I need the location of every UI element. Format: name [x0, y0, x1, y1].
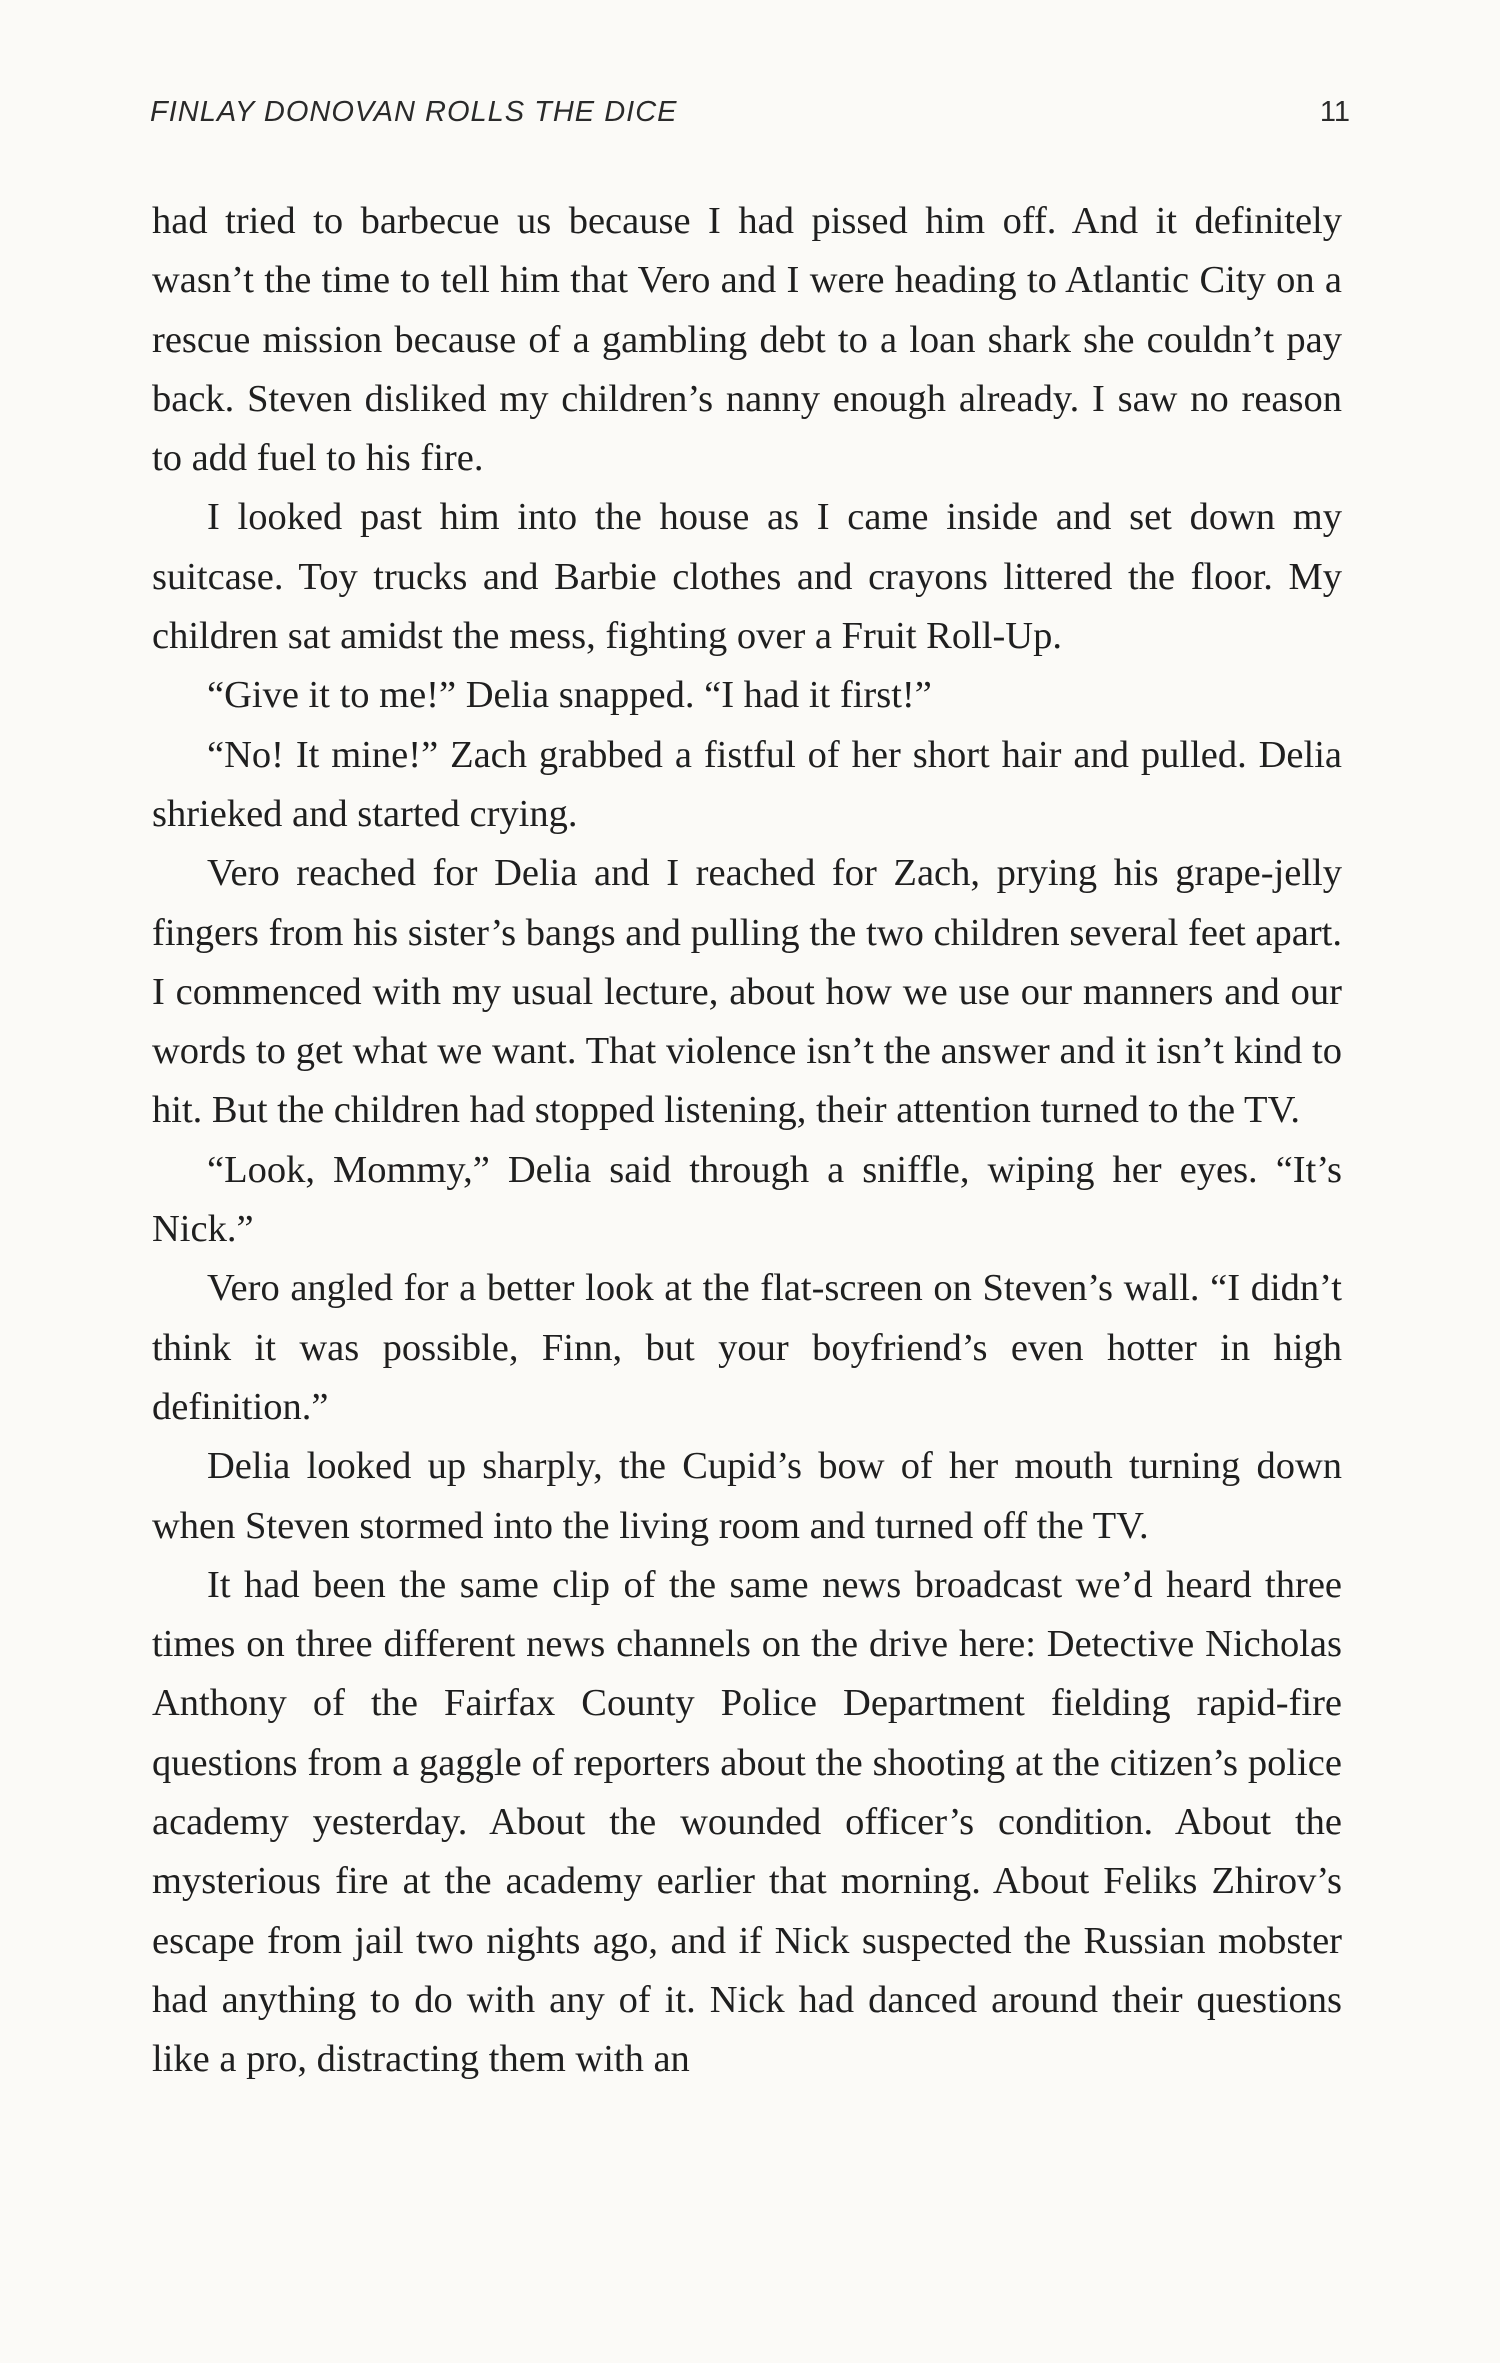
running-head — [150, 96, 1350, 136]
page-number: 11 — [1319, 96, 1350, 128]
body-text — [152, 192, 1342, 2090]
paragraph: “Look, Mommy,” Delia said through a sniffle, wiping her eyes. “It’s Nick.” — [152, 1148, 1342, 1251]
paragraph: It had been the same clip of the same news broadcast we’d heard three times on three different news channels on the drive here: Detective Nicholas Anthony of the Fairfax County Police Department fielding rapid-fire questions from a gaggle of reporters about the shooting at the citizen’s police academy yesterday. About the wounded officer’s condition. About the mysterious fire at the academy earlier that morning. About Feliks Zhirov’s escape from jail two nights ago, and if Nick suspected the Russian mobster had anything to do with any of it. Nick had danced around their questions like a pro, distracting them with an — [152, 1563, 1342, 2081]
paragraph: Vero angled for a better look at the flat-screen on Steven’s wall. “I didn’t think it was possible, Finn, but your boyfriend’s even hotter in high definition.” — [152, 1267, 1342, 1428]
paragraph: I looked past him into the house as I came inside and set down my suitcase. Toy trucks and Barbie clothes and crayons littered the floor. My children sat amidst the mess, fighting over a Fruit Roll-Up. — [152, 496, 1342, 658]
paragraph-continued: had tried to barbecue us because I had pissed him off. And it definitely wasn’t the time to tell him that Vero and I were heading to Atlantic City on a rescue mission because of a gambling debt to a loan shark she couldn’t pay back. Steven disliked my children’s nanny enough already. I saw no reason to add fuel to his fire. — [152, 200, 1342, 480]
paragraph: Delia looked up sharply, the Cupid’s bow of her mouth turning down when Steven stormed into the living room and turned off the TV. — [152, 1445, 1342, 1547]
paragraph: “No! It mine!” Zach grabbed a fistful of her short hair and pulled. Delia shrieked and started crying. — [152, 733, 1342, 835]
paragraph: Vero reached for Delia and I reached for Zach, prying his grape-jelly fingers from his sister’s bangs and pulling the two children several feet apart. I commenced with my usual lecture, about how we use our manners and our words to get what we want. That violence isn’t the answer and it isn’t kind to hit. But the children had stopped listening, their attention turned to the TV. — [152, 852, 1342, 1132]
running-title: FINLAY DONOVAN ROLLS THE DICE — [150, 96, 678, 128]
paragraph: “Give it to me!” Delia snapped. “I had it first!” — [207, 674, 932, 717]
